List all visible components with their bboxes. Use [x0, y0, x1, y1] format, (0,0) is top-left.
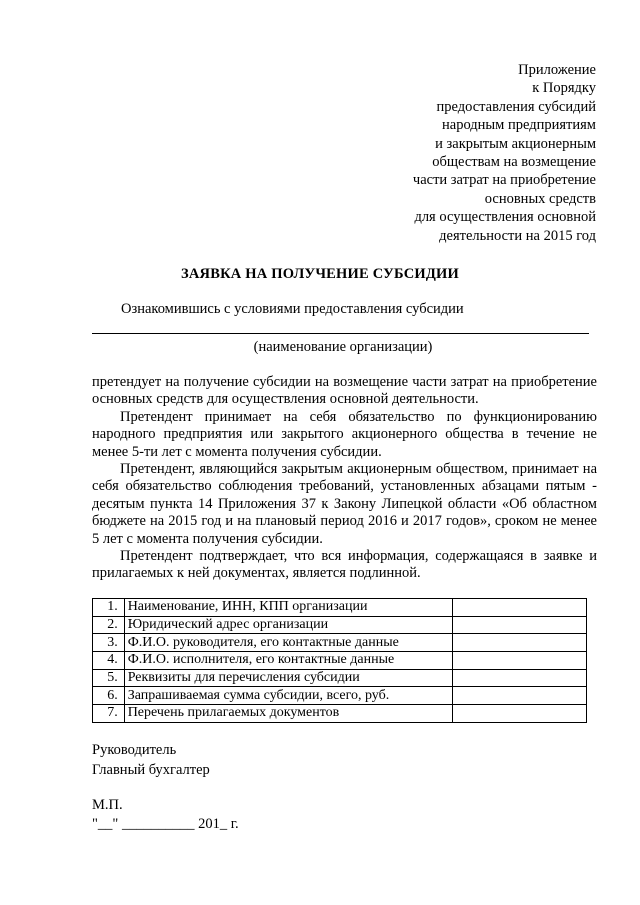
annex-line: обществам на возмещение [432, 154, 596, 171]
row-value-cell[interactable] [453, 705, 587, 723]
table-row [93, 634, 587, 652]
paragraph: претендует на получение субсидии на возмещение части затрат на приобретение основных средств для осуществления основной деятельности. [92, 374, 597, 408]
document-title: ЗАЯВКА НА ПОЛУЧЕНИЕ СУБСИДИИ [181, 266, 459, 282]
row-label: Ф.И.О. руководителя, его контактные данные [124, 634, 453, 652]
annex-line: части затрат на приобретение [412, 172, 596, 189]
table-row [93, 652, 587, 670]
row-value-cell[interactable] [453, 652, 587, 670]
row-number: 6. [93, 687, 125, 705]
row-number: 4. [93, 652, 125, 670]
row-value-cell[interactable] [453, 599, 587, 617]
row-value-cell[interactable] [453, 687, 587, 705]
organization-caption: (наименование организации) [253, 339, 433, 355]
paragraph: Претендент принимает на себя обязательство по функционированию народного предприятия или закрытого акционерного общества в течение не менее 5-ти лет с момента получения субсидии. [92, 408, 597, 460]
row-label: Юридический адрес организации [124, 616, 453, 634]
application-info-table [92, 598, 587, 723]
row-number: 3. [93, 634, 125, 652]
intro-text: Ознакомившись с условиями предоставления субсидии [121, 301, 464, 317]
signature-head: Руководитель [92, 742, 177, 758]
row-label: Запрашиваемая сумма субсидии, всего, руб. [124, 687, 453, 705]
annex-line: и закрытым акционерным [435, 135, 596, 152]
annex-line: предоставления субсидий [436, 98, 596, 115]
date-placeholder: "__" __________ 201_ г. [92, 816, 239, 832]
annex-line: деятельности на 2015 год [439, 227, 596, 244]
paragraph: Претендент, являющийся закрытым акционерным обществом, принимает на себя обязательство соблюдения требований, установленных абзацами пятым - десятым пункта 14 Приложения 37 к Закону Липецкой области «Об областном бюджете на 2015 год и на плановый период 2016 и 2017 годов», сроком не менее 5 лет с момента получения субсидии. [92, 461, 597, 547]
row-number: 2. [93, 616, 125, 634]
annex-line: для осуществления основной [414, 209, 596, 226]
row-label: Перечень прилагаемых документов [124, 705, 453, 723]
table-row [93, 669, 587, 687]
row-label: Наименование, ИНН, КПП организации [124, 599, 453, 617]
table-row [93, 705, 587, 723]
row-number: 1. [93, 599, 125, 617]
row-value-cell[interactable] [453, 669, 587, 687]
row-number: 7. [93, 705, 125, 723]
table-row [93, 599, 587, 617]
organization-name-line [92, 333, 589, 334]
stamp-placeholder: М.П. [92, 797, 123, 813]
row-value-cell[interactable] [453, 616, 587, 634]
annex-line: народным предприятиям [442, 117, 596, 134]
signature-accountant: Главный бухгалтер [92, 762, 210, 778]
annex-header [413, 61, 596, 245]
paragraph: Претендент подтверждает, что вся информация, содержащаяся в заявке и прилагаемых к ней документах, является подлинной. [92, 548, 597, 582]
table-row [93, 687, 587, 705]
row-value-cell[interactable] [453, 634, 587, 652]
row-number: 5. [93, 669, 125, 687]
row-label: Реквизиты для перечисления субсидии [124, 669, 453, 687]
row-label: Ф.И.О. исполнителя, его контактные данные [124, 652, 453, 670]
annex-line: основных средств [484, 190, 596, 207]
body-text [92, 374, 597, 583]
annex-line: Приложение [518, 62, 596, 78]
annex-line: к Порядку [532, 80, 596, 97]
table-row [93, 616, 587, 634]
